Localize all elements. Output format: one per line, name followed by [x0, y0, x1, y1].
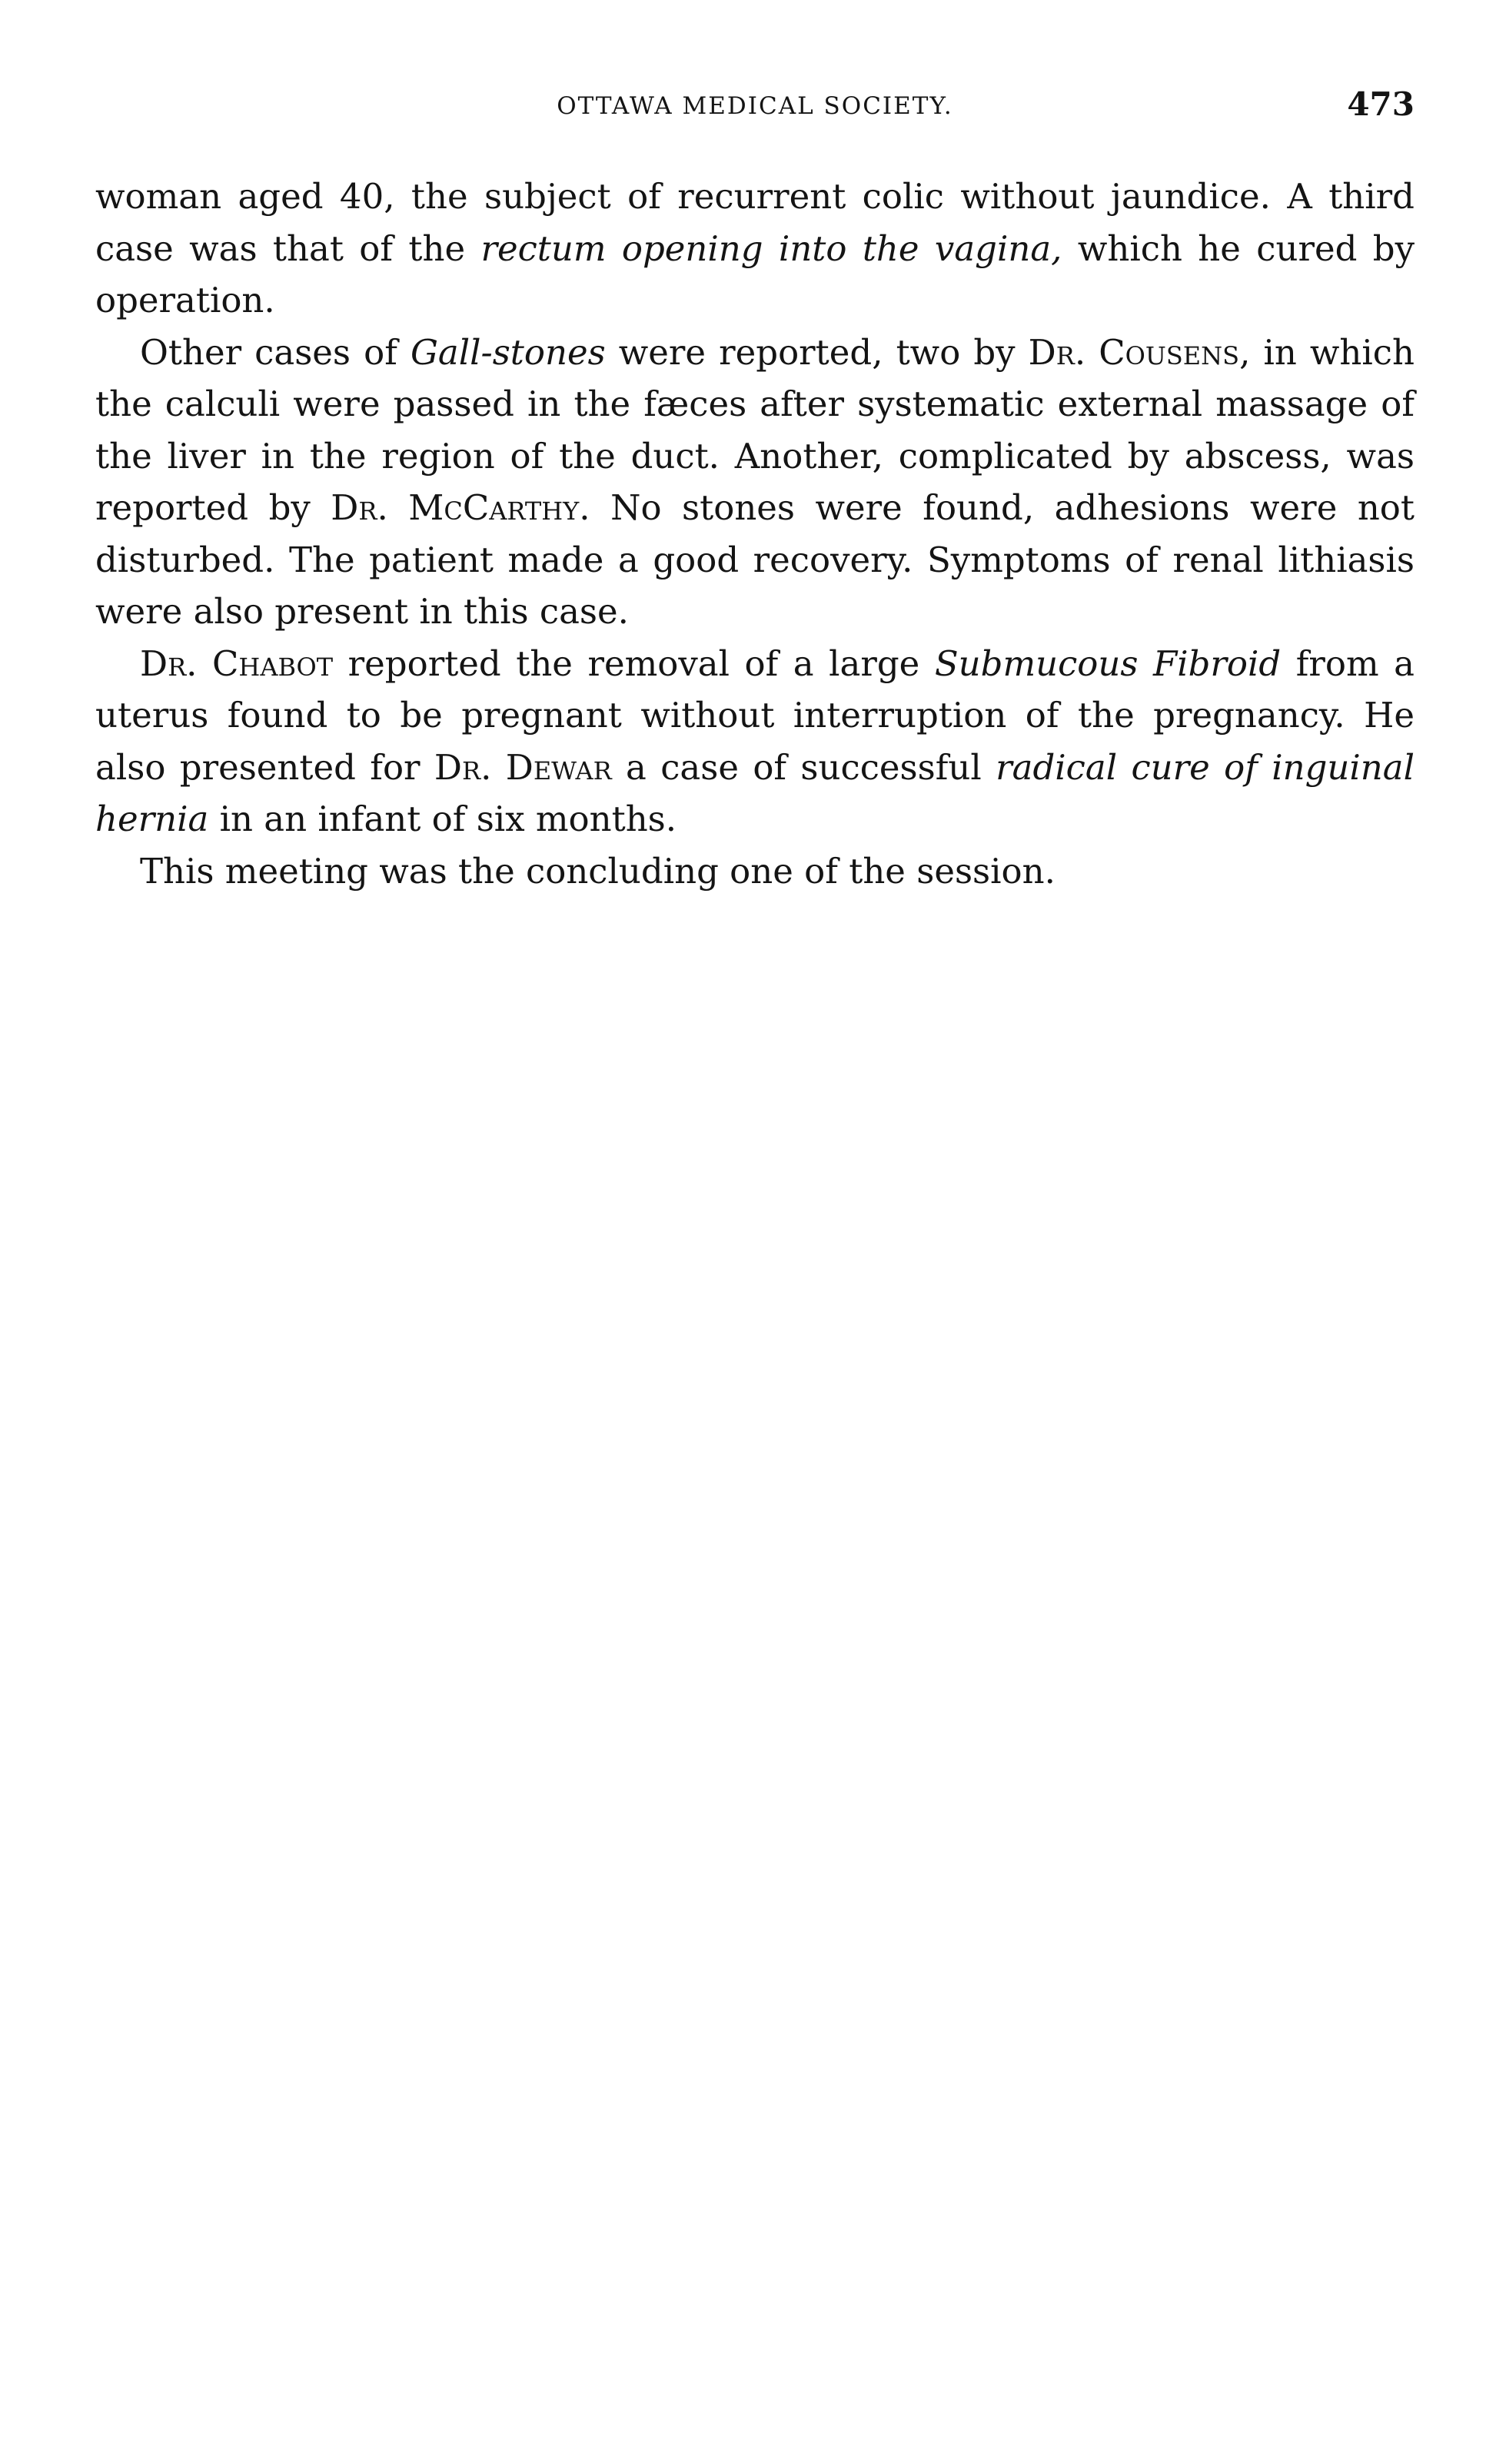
p1-italic-1: rectum opening into the vagina,: [480, 227, 1062, 269]
p2-text-1: Other cases of: [140, 331, 411, 373]
body-text: [95, 171, 1415, 897]
p2-text-3: , in which the calculi were passed in the fæces after systematic external massage of the liver in the region of the duct. Another, complicated by abscess, was reported by: [95, 331, 1415, 528]
running-head: [95, 86, 1415, 135]
p3-doctor-2: Dr. Dewar: [434, 746, 612, 788]
p2-doctor-2: Dr. McCarthy: [331, 487, 580, 528]
p3-text-4: in an infant of six months.: [208, 799, 677, 839]
p3-doctor-1: Dr. Chabot: [140, 643, 334, 684]
p3-text-1: reported the removal of a large: [333, 643, 935, 684]
page-number: 473: [1347, 85, 1415, 123]
paragraph-2: [95, 327, 1415, 638]
p1-text-1: woman aged 40, the subject of recurrent colic without jaundice. A third case was that of the: [95, 176, 1415, 269]
p4-text-1: This meeting was the concluding one of the session.: [140, 850, 1056, 892]
p2-italic-1: Gall-stones: [410, 331, 606, 373]
p3-text-3: a case of successful: [611, 746, 996, 788]
p1-text-2: which he cured by operation.: [95, 227, 1415, 320]
p3-italic-1: Submucous Fibroid: [934, 643, 1282, 684]
paragraph-1: [95, 171, 1415, 327]
p2-doctor-1: Dr. Cousens: [1028, 331, 1240, 373]
running-title: OTTAWA MEDICAL SOCIETY.: [557, 92, 953, 120]
paragraph-4: [95, 845, 1415, 898]
p3-italic-2: radical cure of inguinal hernia: [95, 746, 1415, 839]
p2-text-4: . No stones were found, adhesions were not disturbed. The patient made a good recovery. Symptoms of renal lithiasis were also present in this case.: [95, 487, 1415, 632]
p3-text-2: from a uterus found to be pregnant without interruption of the pregnancy. He also presented for: [95, 643, 1415, 788]
p2-text-2: were reported, two by: [605, 331, 1029, 373]
paragraph-3: [95, 638, 1415, 845]
